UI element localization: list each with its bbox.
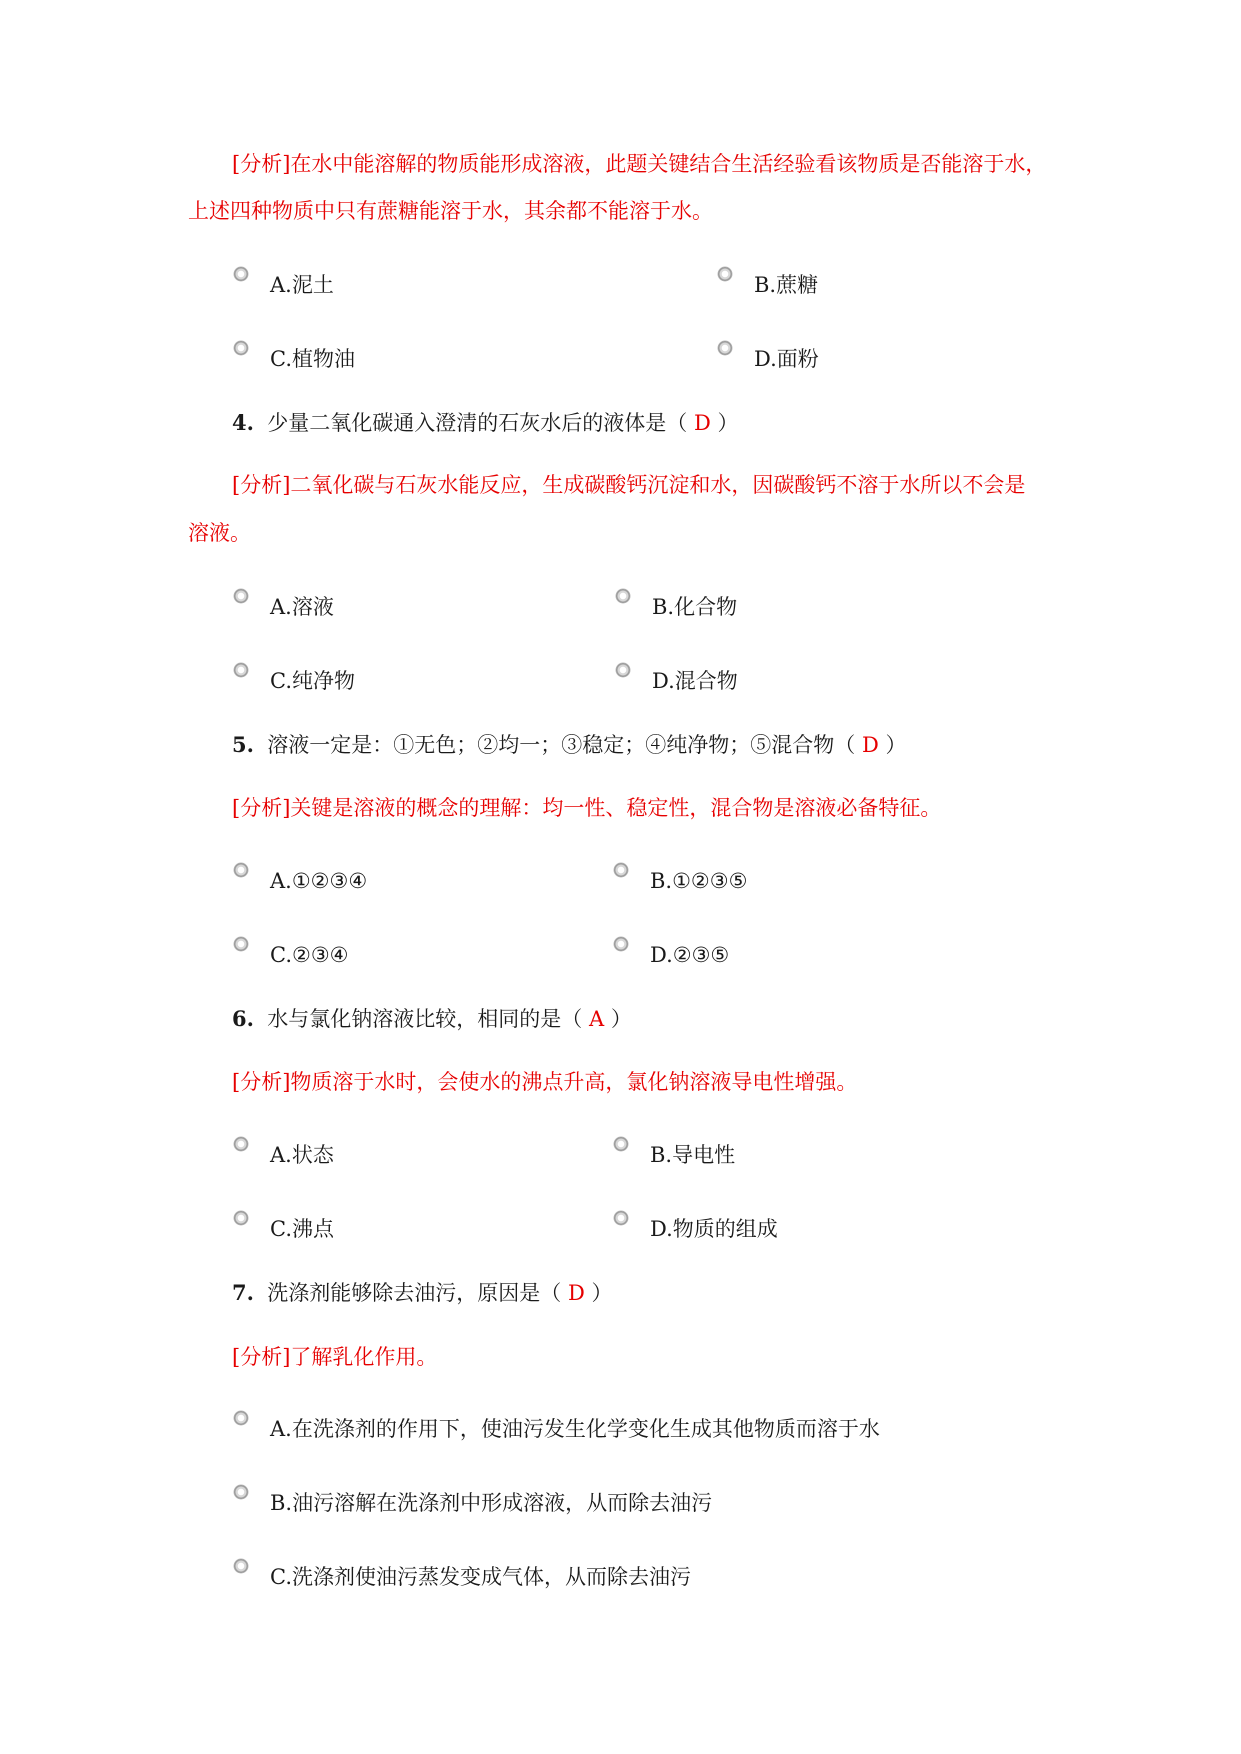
question-7 [232, 1279, 613, 1307]
radio-button-icon[interactable] [234, 267, 248, 281]
radio-button-icon[interactable] [616, 663, 630, 677]
question-number: 5. [232, 732, 254, 757]
radio-button-icon[interactable] [234, 663, 248, 677]
question-close: ） [885, 733, 907, 757]
question-close: ） [610, 1007, 632, 1031]
radio-button-icon[interactable] [718, 267, 732, 281]
option-label: A.①②③④ [270, 869, 368, 893]
option-label: D.物质的组成 [650, 1217, 778, 1241]
question-text: 水与氯化钠溶液比较，相同的是（ [267, 1007, 583, 1031]
question-close: ） [717, 411, 739, 435]
radio-button-icon[interactable] [718, 341, 732, 355]
option-label: C.沸点 [270, 1217, 334, 1241]
analysis-line: [分析]二氧化碳与石灰水能反应，生成碳酸钙沉淀和水，因碳酸钙不溶于水所以不会是 [232, 473, 1026, 497]
option-label: A.泥土 [270, 273, 334, 297]
radio-button-icon[interactable] [234, 1485, 248, 1499]
option-label: A.在洗涤剂的作用下，使油污发生化学变化生成其他物质而溶于水 [270, 1417, 880, 1441]
question-number: 6. [232, 1006, 254, 1031]
analysis-line: 上述四种物质中只有蔗糖能溶于水，其余都不能溶于水。 [188, 199, 713, 223]
option-label: B.蔗糖 [754, 273, 819, 297]
question-text: 洗涤剂能够除去油污，原因是（ [267, 1281, 562, 1305]
analysis-line: [分析]了解乳化作用。 [232, 1345, 438, 1369]
question-number: 4. [232, 410, 254, 435]
option-label: A.状态 [270, 1143, 334, 1167]
option-label: C.纯净物 [270, 669, 355, 693]
answer-letter: D [693, 411, 711, 435]
radio-button-icon[interactable] [614, 1137, 628, 1151]
radio-button-icon[interactable] [234, 863, 248, 877]
question-6 [232, 1005, 632, 1033]
option-label: D.②③⑤ [650, 943, 730, 967]
radio-button-icon[interactable] [616, 589, 630, 603]
answer-letter: A [588, 1007, 605, 1031]
question-text: 溶液一定是：①无色；②均一；③稳定；④纯净物；⑤混合物（ [267, 733, 856, 757]
analysis-line: [分析]物质溶于水时，会使水的沸点升高，氯化钠溶液导电性增强。 [232, 1070, 858, 1094]
option-label: D.面粉 [754, 347, 819, 371]
radio-button-icon[interactable] [234, 1559, 248, 1573]
option-label: C.植物油 [270, 347, 355, 371]
option-label: D.混合物 [652, 669, 738, 693]
radio-button-icon[interactable] [234, 1211, 248, 1225]
question-text: 少量二氧化碳通入澄清的石灰水后的液体是（ [267, 411, 688, 435]
radio-button-icon[interactable] [234, 589, 248, 603]
radio-button-icon[interactable] [614, 1211, 628, 1225]
analysis-line: [分析]在水中能溶解的物质能形成溶液，此题关键结合生活经验看该物质是否能溶于水， [232, 152, 1047, 176]
option-label: B.化合物 [652, 595, 738, 619]
radio-button-icon[interactable] [234, 1411, 248, 1425]
answer-letter: D [567, 1281, 585, 1305]
radio-button-icon[interactable] [614, 937, 628, 951]
question-5 [232, 731, 907, 759]
radio-button-icon[interactable] [234, 1137, 248, 1151]
radio-button-icon[interactable] [234, 937, 248, 951]
option-label: B.①②③⑤ [650, 869, 748, 893]
question-number: 7. [232, 1280, 254, 1305]
option-label: C.②③④ [270, 943, 349, 967]
option-label: A.溶液 [270, 595, 334, 619]
radio-button-icon[interactable] [234, 341, 248, 355]
option-label: C.洗涤剂使油污蒸发变成气体，从而除去油污 [270, 1565, 691, 1589]
radio-button-icon[interactable] [614, 863, 628, 877]
question-close: ） [591, 1281, 613, 1305]
option-label: B.导电性 [650, 1143, 736, 1167]
option-label: B.油污溶解在洗涤剂中形成溶液，从而除去油污 [270, 1491, 713, 1515]
question-4 [232, 409, 739, 437]
analysis-line: 溶液。 [188, 521, 251, 545]
analysis-line: [分析]关键是溶液的概念的理解：均一性、稳定性，混合物是溶液必备特征。 [232, 796, 942, 820]
answer-letter: D [861, 733, 879, 757]
